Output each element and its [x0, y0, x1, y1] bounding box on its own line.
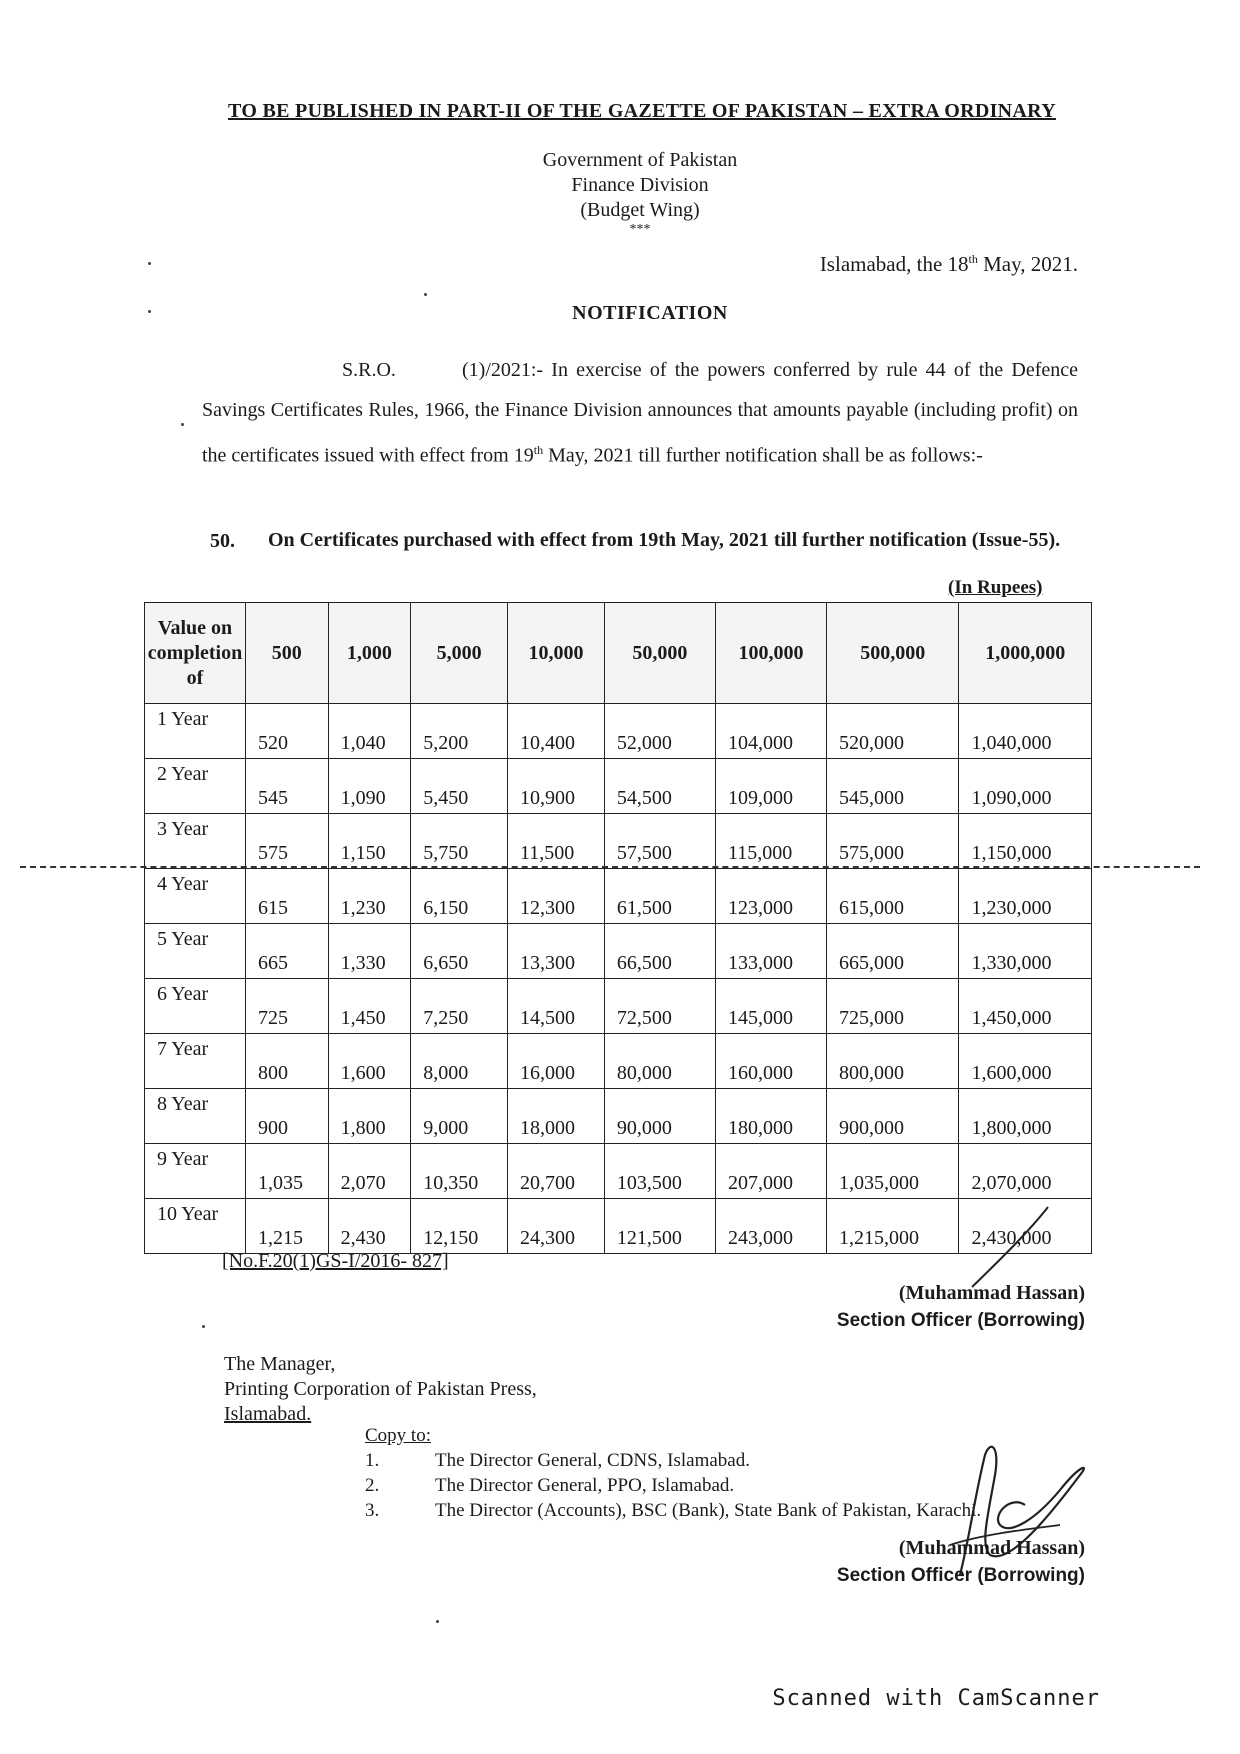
table-cell: 520 [246, 704, 329, 759]
table-cell: 72,500 [604, 979, 715, 1034]
table-row [145, 924, 1092, 979]
table-row [145, 759, 1092, 814]
copy-to-label: Copy to: [365, 1425, 431, 1446]
table-cell: 8,000 [411, 1034, 508, 1089]
table-cell: 2,070 [328, 1144, 411, 1199]
table-cell: 115,000 [715, 814, 826, 869]
row-label: 10 Year [145, 1199, 246, 1254]
date-prefix: Islamabad, the 18 [819, 252, 969, 276]
sro-sup: th [533, 443, 544, 457]
table-cell: 1,330 [328, 924, 411, 979]
table-cell: 545,000 [827, 759, 959, 814]
row-label: 9 Year [145, 1144, 246, 1199]
table-cell: 2,430 [328, 1199, 411, 1254]
scan-speck [148, 262, 151, 265]
scan-speck [181, 423, 184, 426]
table-cell: 61,500 [604, 869, 715, 924]
sro-label: S.R.O. [342, 359, 396, 381]
table-cell: 800 [246, 1034, 329, 1089]
table-cell: 24,300 [508, 1199, 605, 1254]
copy-to-number: 2. [365, 1475, 380, 1496]
table-row [145, 704, 1092, 759]
table-cell: 123,000 [715, 869, 826, 924]
column-header: 1,000 [328, 603, 411, 704]
table-cell: 1,040 [328, 704, 411, 759]
table-cell: 57,500 [604, 814, 715, 869]
row-label: 3 Year [145, 814, 246, 869]
table-cell: 615,000 [827, 869, 959, 924]
table-cell: 7,250 [411, 979, 508, 1034]
table-cell: 52,000 [604, 704, 715, 759]
copy-to-item [365, 1448, 981, 1473]
table-row [145, 869, 1092, 924]
table-cell: 10,900 [508, 759, 605, 814]
signatory-name-copy: (Muhammad Hassan) [898, 1537, 1085, 1559]
copy-to-number: 1. [365, 1450, 380, 1471]
addressee-block [224, 1352, 537, 1427]
table-first-header: Value on completion of [145, 603, 246, 704]
table-row [145, 1144, 1092, 1199]
table-cell: 14,500 [508, 979, 605, 1034]
scan-speck [148, 310, 151, 313]
column-header: 1,000,000 [959, 603, 1092, 704]
table-cell: 133,000 [715, 924, 826, 979]
copy-to-text: The Director General, PPO, Islamabad. [435, 1475, 735, 1496]
table-cell: 103,500 [604, 1144, 715, 1199]
copy-to-list [365, 1448, 981, 1523]
table-cell: 9,000 [411, 1089, 508, 1144]
scan-speck [202, 1325, 205, 1328]
item-number: 50. [210, 530, 235, 552]
gazette-heading: TO BE PUBLISHED IN PART-II OF THE GAZETTE OF PAKISTAN – EXTRA ORDINARY [228, 100, 1056, 122]
column-header: 10,000 [508, 603, 605, 704]
column-header: 50,000 [604, 603, 715, 704]
table-cell: 800,000 [827, 1034, 959, 1089]
table-cell: 1,035,000 [827, 1144, 959, 1199]
table-cell: 13,300 [508, 924, 605, 979]
table-cell: 20,700 [508, 1144, 605, 1199]
copy-to-number: 3. [365, 1500, 380, 1521]
table-row [145, 814, 1092, 869]
table-cell: 10,350 [411, 1144, 508, 1199]
row-label: 7 Year [145, 1034, 246, 1089]
table-cell: 1,800 [328, 1089, 411, 1144]
signatory-designation: Section Officer (Borrowing) [836, 1310, 1085, 1331]
table-cell: 1,330,000 [959, 924, 1092, 979]
table-cell: 18,000 [508, 1089, 605, 1144]
table-cell: 1,040,000 [959, 704, 1092, 759]
table-cell: 243,000 [715, 1199, 826, 1254]
copy-to-text: The Director General, CDNS, Islamabad. [435, 1450, 750, 1471]
table-cell: 1,230 [328, 869, 411, 924]
rates-table [144, 602, 1092, 1254]
table-cell: 725,000 [827, 979, 959, 1034]
table-cell: 1,600 [328, 1034, 411, 1089]
signatory-name: (Muhammad Hassan) [898, 1282, 1085, 1304]
table-cell: 207,000 [715, 1144, 826, 1199]
office-line-division: Finance Division [571, 174, 709, 196]
table-cell: 1,090,000 [959, 759, 1092, 814]
table-cell: 2,430,000 [959, 1199, 1092, 1254]
table-cell: 2,070,000 [959, 1144, 1092, 1199]
table-cell: 5,450 [411, 759, 508, 814]
table-cell: 104,000 [715, 704, 826, 759]
table-cell: 1,450,000 [959, 979, 1092, 1034]
row-label: 5 Year [145, 924, 246, 979]
table-row [145, 1034, 1092, 1089]
table-row [145, 1199, 1092, 1254]
date-rest: May, 2021. [977, 252, 1078, 276]
table-cell: 1,150,000 [959, 814, 1092, 869]
table-cell: 615 [246, 869, 329, 924]
table-row [145, 1089, 1092, 1144]
table-cell: 1,035 [246, 1144, 329, 1199]
table-cell: 575,000 [827, 814, 959, 869]
scan-speck [436, 1620, 439, 1623]
table-cell: 1,450 [328, 979, 411, 1034]
table-cell: 6,150 [411, 869, 508, 924]
row-label: 2 Year [145, 759, 246, 814]
table-cell: 1,215 [246, 1199, 329, 1254]
table-cell: 545 [246, 759, 329, 814]
addressee-line-3: Islamabad. [224, 1403, 312, 1425]
table-cell: 11,500 [508, 814, 605, 869]
copy-to-item [365, 1498, 981, 1523]
addressee-line-1: The Manager, [224, 1353, 336, 1375]
sro-text-a: (1)/2021:- In exercise of the powers conferred by rule 44 of the Defence Savings Certificates Rules, 1966, the Finance Division announces that amounts payable (including profit) on the certificates issued with effect from 19 [202, 359, 1078, 467]
office-stars: *** [629, 222, 651, 237]
table-cell: 1,800,000 [959, 1089, 1092, 1144]
table-cell: 10,400 [508, 704, 605, 759]
table-cell: 6,650 [411, 924, 508, 979]
signatory-designation-copy: Section Officer (Borrowing) [836, 1565, 1085, 1586]
column-header: 500 [246, 603, 329, 704]
row-label: 1 Year [145, 704, 246, 759]
table-cell: 16,000 [508, 1034, 605, 1089]
signatory-block [837, 1280, 1085, 1334]
table-cell: 180,000 [715, 1089, 826, 1144]
table-cell: 90,000 [604, 1089, 715, 1144]
copy-to-item [365, 1473, 981, 1498]
table-cell: 145,000 [715, 979, 826, 1034]
table-cell: 900 [246, 1089, 329, 1144]
table-cell: 66,500 [604, 924, 715, 979]
row-label: 4 Year [145, 869, 246, 924]
table-cell: 575 [246, 814, 329, 869]
date-suffix: th [968, 252, 978, 266]
copy-to-text: The Director (Accounts), BSC (Bank), State Bank of Pakistan, Karachi. [435, 1500, 982, 1521]
item-text: On Certificates purchased with effect from 19th May, 2021 till further notification (Issue-55). [268, 529, 1061, 551]
notification-title: NOTIFICATION [572, 302, 728, 324]
table-cell: 121,500 [604, 1199, 715, 1254]
units-note: (In Rupees) [948, 577, 1043, 598]
table-cell: 1,150 [328, 814, 411, 869]
date-line [820, 252, 1078, 277]
table-cell: 5,750 [411, 814, 508, 869]
table-header-row [145, 603, 1092, 704]
table-cell: 725 [246, 979, 329, 1034]
column-header: 5,000 [411, 603, 508, 704]
office-block [470, 148, 810, 237]
column-header: 100,000 [715, 603, 826, 704]
table-cell: 1,215,000 [827, 1199, 959, 1254]
sro-text-b: May, 2021 till further notification shall be as follows:- [543, 444, 983, 467]
table-cell: 12,300 [508, 869, 605, 924]
table-cell: 109,000 [715, 759, 826, 814]
addressee-line-2: Printing Corporation of Pakistan Press, [224, 1378, 537, 1400]
signatory-block-copy [837, 1535, 1085, 1589]
scan-speck [424, 293, 427, 296]
table-cell: 665 [246, 924, 329, 979]
table-cell: 1,600,000 [959, 1034, 1092, 1089]
hand-drawn-line [20, 866, 1200, 868]
column-header: 500,000 [827, 603, 959, 704]
table-cell: 80,000 [604, 1034, 715, 1089]
table-cell: 520,000 [827, 704, 959, 759]
rates-table-body [145, 704, 1092, 1254]
table-cell: 665,000 [827, 924, 959, 979]
table-cell: 1,090 [328, 759, 411, 814]
file-reference: [No.F.20(1)GS-I/2016- 827] [222, 1250, 449, 1272]
table-cell: 5,200 [411, 704, 508, 759]
office-line-government: Government of Pakistan [542, 149, 738, 171]
sro-paragraph [202, 350, 1078, 476]
row-label: 6 Year [145, 979, 246, 1034]
row-label: 8 Year [145, 1089, 246, 1144]
table-cell: 160,000 [715, 1034, 826, 1089]
table-row [145, 979, 1092, 1034]
scanner-watermark: Scanned with CamScanner [772, 1686, 1100, 1711]
table-cell: 1,230,000 [959, 869, 1092, 924]
table-cell: 54,500 [604, 759, 715, 814]
office-line-wing: (Budget Wing) [580, 199, 700, 221]
table-cell: 12,150 [411, 1199, 508, 1254]
table-cell: 900,000 [827, 1089, 959, 1144]
